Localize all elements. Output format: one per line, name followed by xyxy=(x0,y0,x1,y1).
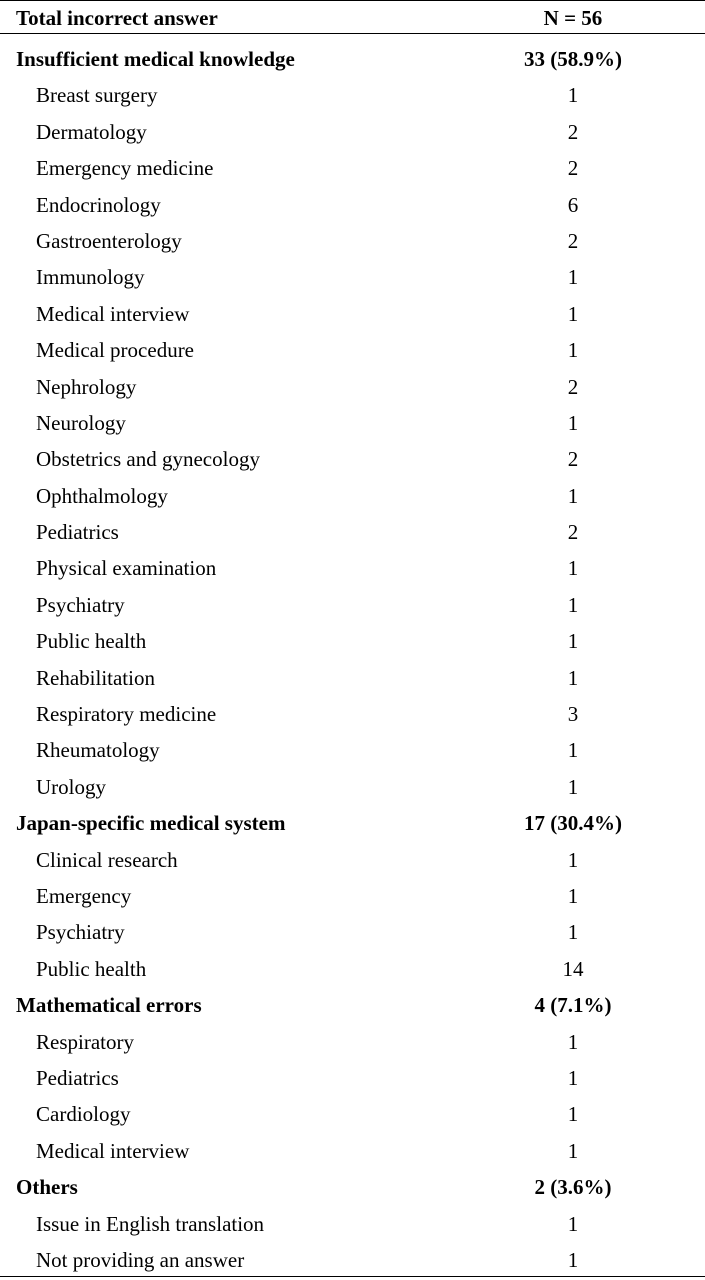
item-label: Public health xyxy=(36,956,147,981)
table-row xyxy=(0,114,705,150)
table-body xyxy=(0,41,705,1278)
category-value: 2 (3.6%) xyxy=(534,1175,612,1200)
item-value: 1 xyxy=(567,1247,579,1272)
table-row xyxy=(0,878,705,914)
item-value: 1 xyxy=(567,83,579,108)
item-label: Neurology xyxy=(36,410,126,435)
category-value: 17 (30.4%) xyxy=(524,811,622,836)
item-label: Breast surgery xyxy=(36,83,158,108)
item-value: 3 xyxy=(567,702,579,727)
item-value: 1 xyxy=(567,1138,579,1163)
item-value: 1 xyxy=(567,738,579,763)
table-row xyxy=(0,1133,705,1169)
item-label: Rheumatology xyxy=(36,738,160,763)
table-row xyxy=(0,478,705,514)
item-value: 2 xyxy=(567,447,579,472)
item-label: Pediatrics xyxy=(36,520,119,545)
table-row xyxy=(0,369,705,405)
item-value: 1 xyxy=(567,774,579,799)
item-label: Public health xyxy=(36,629,147,654)
category-label: Others xyxy=(16,1175,78,1200)
table-row xyxy=(0,1206,705,1242)
item-value: 14 xyxy=(562,956,584,981)
item-value: 1 xyxy=(567,338,579,363)
table-row xyxy=(0,223,705,259)
table-row xyxy=(0,405,705,441)
table-row xyxy=(0,660,705,696)
table-row xyxy=(0,1242,705,1278)
item-label: Medical interview xyxy=(36,301,190,326)
table-row xyxy=(0,1024,705,1060)
table-row xyxy=(0,951,705,987)
table-header xyxy=(0,0,705,34)
item-label: Respiratory xyxy=(36,1029,134,1054)
item-label: Issue in English translation xyxy=(36,1211,265,1236)
item-label: Immunology xyxy=(36,265,145,290)
table-row xyxy=(0,296,705,332)
category-label: Insufficient medical knowledge xyxy=(16,47,295,71)
item-value: 1 xyxy=(567,665,579,690)
item-label: Emergency medicine xyxy=(36,156,214,181)
table-row xyxy=(0,187,705,223)
item-label: Nephrology xyxy=(36,374,137,399)
table-row xyxy=(0,1060,705,1096)
item-label: Medical procedure xyxy=(36,338,195,363)
category-row xyxy=(0,41,705,77)
table-row xyxy=(0,842,705,878)
category-value: 4 (7.1%) xyxy=(534,993,612,1018)
table-row xyxy=(0,914,705,950)
item-label: Endocrinology xyxy=(36,192,161,217)
table-row xyxy=(0,623,705,659)
category-label: Japan-specific medical system xyxy=(16,811,286,836)
item-label: Rehabilitation xyxy=(36,665,155,690)
table-row xyxy=(0,332,705,368)
item-label: Respiratory medicine xyxy=(36,702,217,727)
item-label: Emergency xyxy=(36,883,132,908)
item-value: 1 xyxy=(567,301,579,326)
item-label: Cardiology xyxy=(36,1102,131,1127)
header-label: Total incorrect answer xyxy=(16,6,218,30)
table-row xyxy=(0,441,705,477)
item-value: 1 xyxy=(567,592,579,617)
table-row xyxy=(0,696,705,732)
table-row xyxy=(0,150,705,186)
item-value: 2 xyxy=(567,156,579,181)
item-value: 2 xyxy=(567,374,579,399)
category-label: Mathematical errors xyxy=(16,993,202,1018)
item-label: Dermatology xyxy=(36,119,147,144)
item-value: 1 xyxy=(567,1102,579,1127)
item-value: 1 xyxy=(567,1065,579,1090)
table-row xyxy=(0,550,705,586)
item-value: 6 xyxy=(567,192,579,217)
item-value: 2 xyxy=(567,520,579,545)
category-value: 33 (58.9%) xyxy=(524,47,622,71)
item-value: 1 xyxy=(567,883,579,908)
item-value: 1 xyxy=(567,265,579,290)
item-label: Gastroenterology xyxy=(36,228,182,253)
table-row xyxy=(0,514,705,550)
item-label: Ophthalmology xyxy=(36,483,168,508)
table-row xyxy=(0,77,705,113)
bottom-rule xyxy=(0,1276,705,1277)
category-row xyxy=(0,1169,705,1205)
item-value: 1 xyxy=(567,1029,579,1054)
item-label: Pediatrics xyxy=(36,1065,119,1090)
item-value: 1 xyxy=(567,556,579,581)
item-label: Clinical research xyxy=(36,847,178,872)
table-row xyxy=(0,1096,705,1132)
item-value: 1 xyxy=(567,847,579,872)
item-label: Obstetrics and gynecology xyxy=(36,447,260,472)
table-row xyxy=(0,587,705,623)
category-row xyxy=(0,987,705,1023)
item-value: 2 xyxy=(567,228,579,253)
item-label: Psychiatry xyxy=(36,920,125,945)
table-row xyxy=(0,732,705,768)
table-row xyxy=(0,769,705,805)
item-label: Physical examination xyxy=(36,556,217,581)
header-value: N = 56 xyxy=(543,6,603,30)
item-value: 1 xyxy=(567,920,579,945)
item-value: 1 xyxy=(567,410,579,435)
item-label: Medical interview xyxy=(36,1138,190,1163)
item-value: 2 xyxy=(567,119,579,144)
table-row xyxy=(0,259,705,295)
item-value: 1 xyxy=(567,629,579,654)
category-row xyxy=(0,805,705,841)
item-label: Not providing an answer xyxy=(36,1247,245,1272)
item-value: 1 xyxy=(567,1211,579,1236)
item-label: Urology xyxy=(36,774,106,799)
item-label: Psychiatry xyxy=(36,592,125,617)
item-value: 1 xyxy=(567,483,579,508)
